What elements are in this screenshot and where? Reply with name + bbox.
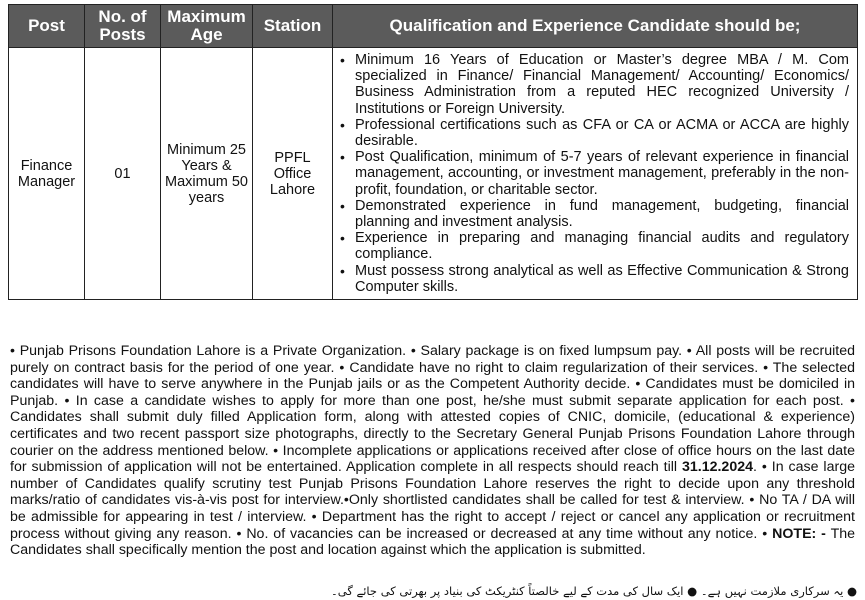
cell-posts-count: 01 [85, 48, 161, 300]
terms-and-conditions [10, 343, 855, 559]
terms-text-2: . • In case large number of Candidates qualify scrutiny test Punjab Prisons Foundation Lahore reserves the right to decide upon any threshold marks/ratio of candidates vis-à-vis post for interview.•Only shortlisted candidates shall be called for test & interview. • No TA / DA will be admissible for appearing in test / interview. • Department has the right to accept / reject or cancel any application or recruitment process without giving any reason. • No. of vacancies can be increased or decreased at any time without any notice. • [10, 459, 855, 542]
header-qualification: Qualification and Experience Candidate should be; [333, 5, 858, 48]
cell-max-age: Minimum 25 Years & Maximum 50 years [161, 48, 253, 300]
header-station: Station [253, 5, 333, 48]
last-date: 31.12.2024 [681, 459, 753, 476]
header-post: Post [9, 5, 85, 48]
table-row [9, 48, 858, 300]
note-label: NOTE: - [772, 525, 826, 542]
note-text: The Candidates shall specifically mention the post and location against which the application is submitted. [10, 525, 856, 559]
qualification-item: • Post Qualification, minimum of 5-7 years of relevant experience in financial management, accounting, or investment management, preferably in the non-profit, foundation, or charitable sector. [355, 149, 849, 198]
qualification-item: • Minimum 16 Years of Education or Master’s degree MBA / M. Com specialized in Finance/ Financial Management/ Accounting/ Economics/ Business Administration from a reputed HEC recognized University / Institutions or Foreign University. [355, 52, 849, 117]
header-no-of-posts: No. of Posts [85, 5, 161, 48]
qualification-item: • Experience in preparing and managing financial audits and regulatory compliance. [355, 230, 849, 262]
vacancy-table [8, 4, 858, 300]
qualification-item: • Demonstrated experience in fund management, budgeting, financial planning and investment analysis. [355, 198, 849, 230]
qualification-list [337, 52, 849, 295]
qualification-item: • Must possess strong analytical as well as Effective Communication & Strong Computer skills. [355, 263, 849, 295]
table-header-row [9, 5, 858, 48]
cell-post: Finance Manager [9, 48, 85, 300]
cell-qualifications [333, 48, 858, 300]
terms-text-1: • Punjab Prisons Foundation Lahore is a Private Organization. • Salary package is on fixed lumpsum pay. • All posts will be recruited purely on contract basis for the period of one year. • Candidate have no right to claim regularization of their services. • The selected candidates will have to serve anywhere in the Punjab jails or as the Competent Authority decide. • Candidates must be domiciled in Punjab. • In case a candidate wishes to apply for more than one post, he/she must submit separate application for each post. • Candidates shall submit duly filled Application form, along with attested copies of CNIC, domicile, (educational & experience) certificates and two recent passport size photographs, directly to the Secretary General Punjab Prisons Foundation Lahore through courier on the address mentioned below. • Incomplete applications or applications received after close of office hours on the last date for submission of application will not be entertained. Application complete in all respects should reach till [10, 343, 855, 476]
cell-station: PPFL Office Lahore [253, 48, 333, 300]
qualification-item: • Professional certifications such as CFA or CA or ACMA or ACCA are highly desirable. [355, 117, 849, 149]
urdu-note: ● یہ سرکاری ملازمت نہیں ہے۔ ● ایک سال کی مدت کے لیے خالصتاً کنٹریکٹ کی بنیاد پر بھرتی کی جائے گی۔ [331, 584, 857, 598]
header-maximum-age: Maximum Age [161, 5, 253, 48]
